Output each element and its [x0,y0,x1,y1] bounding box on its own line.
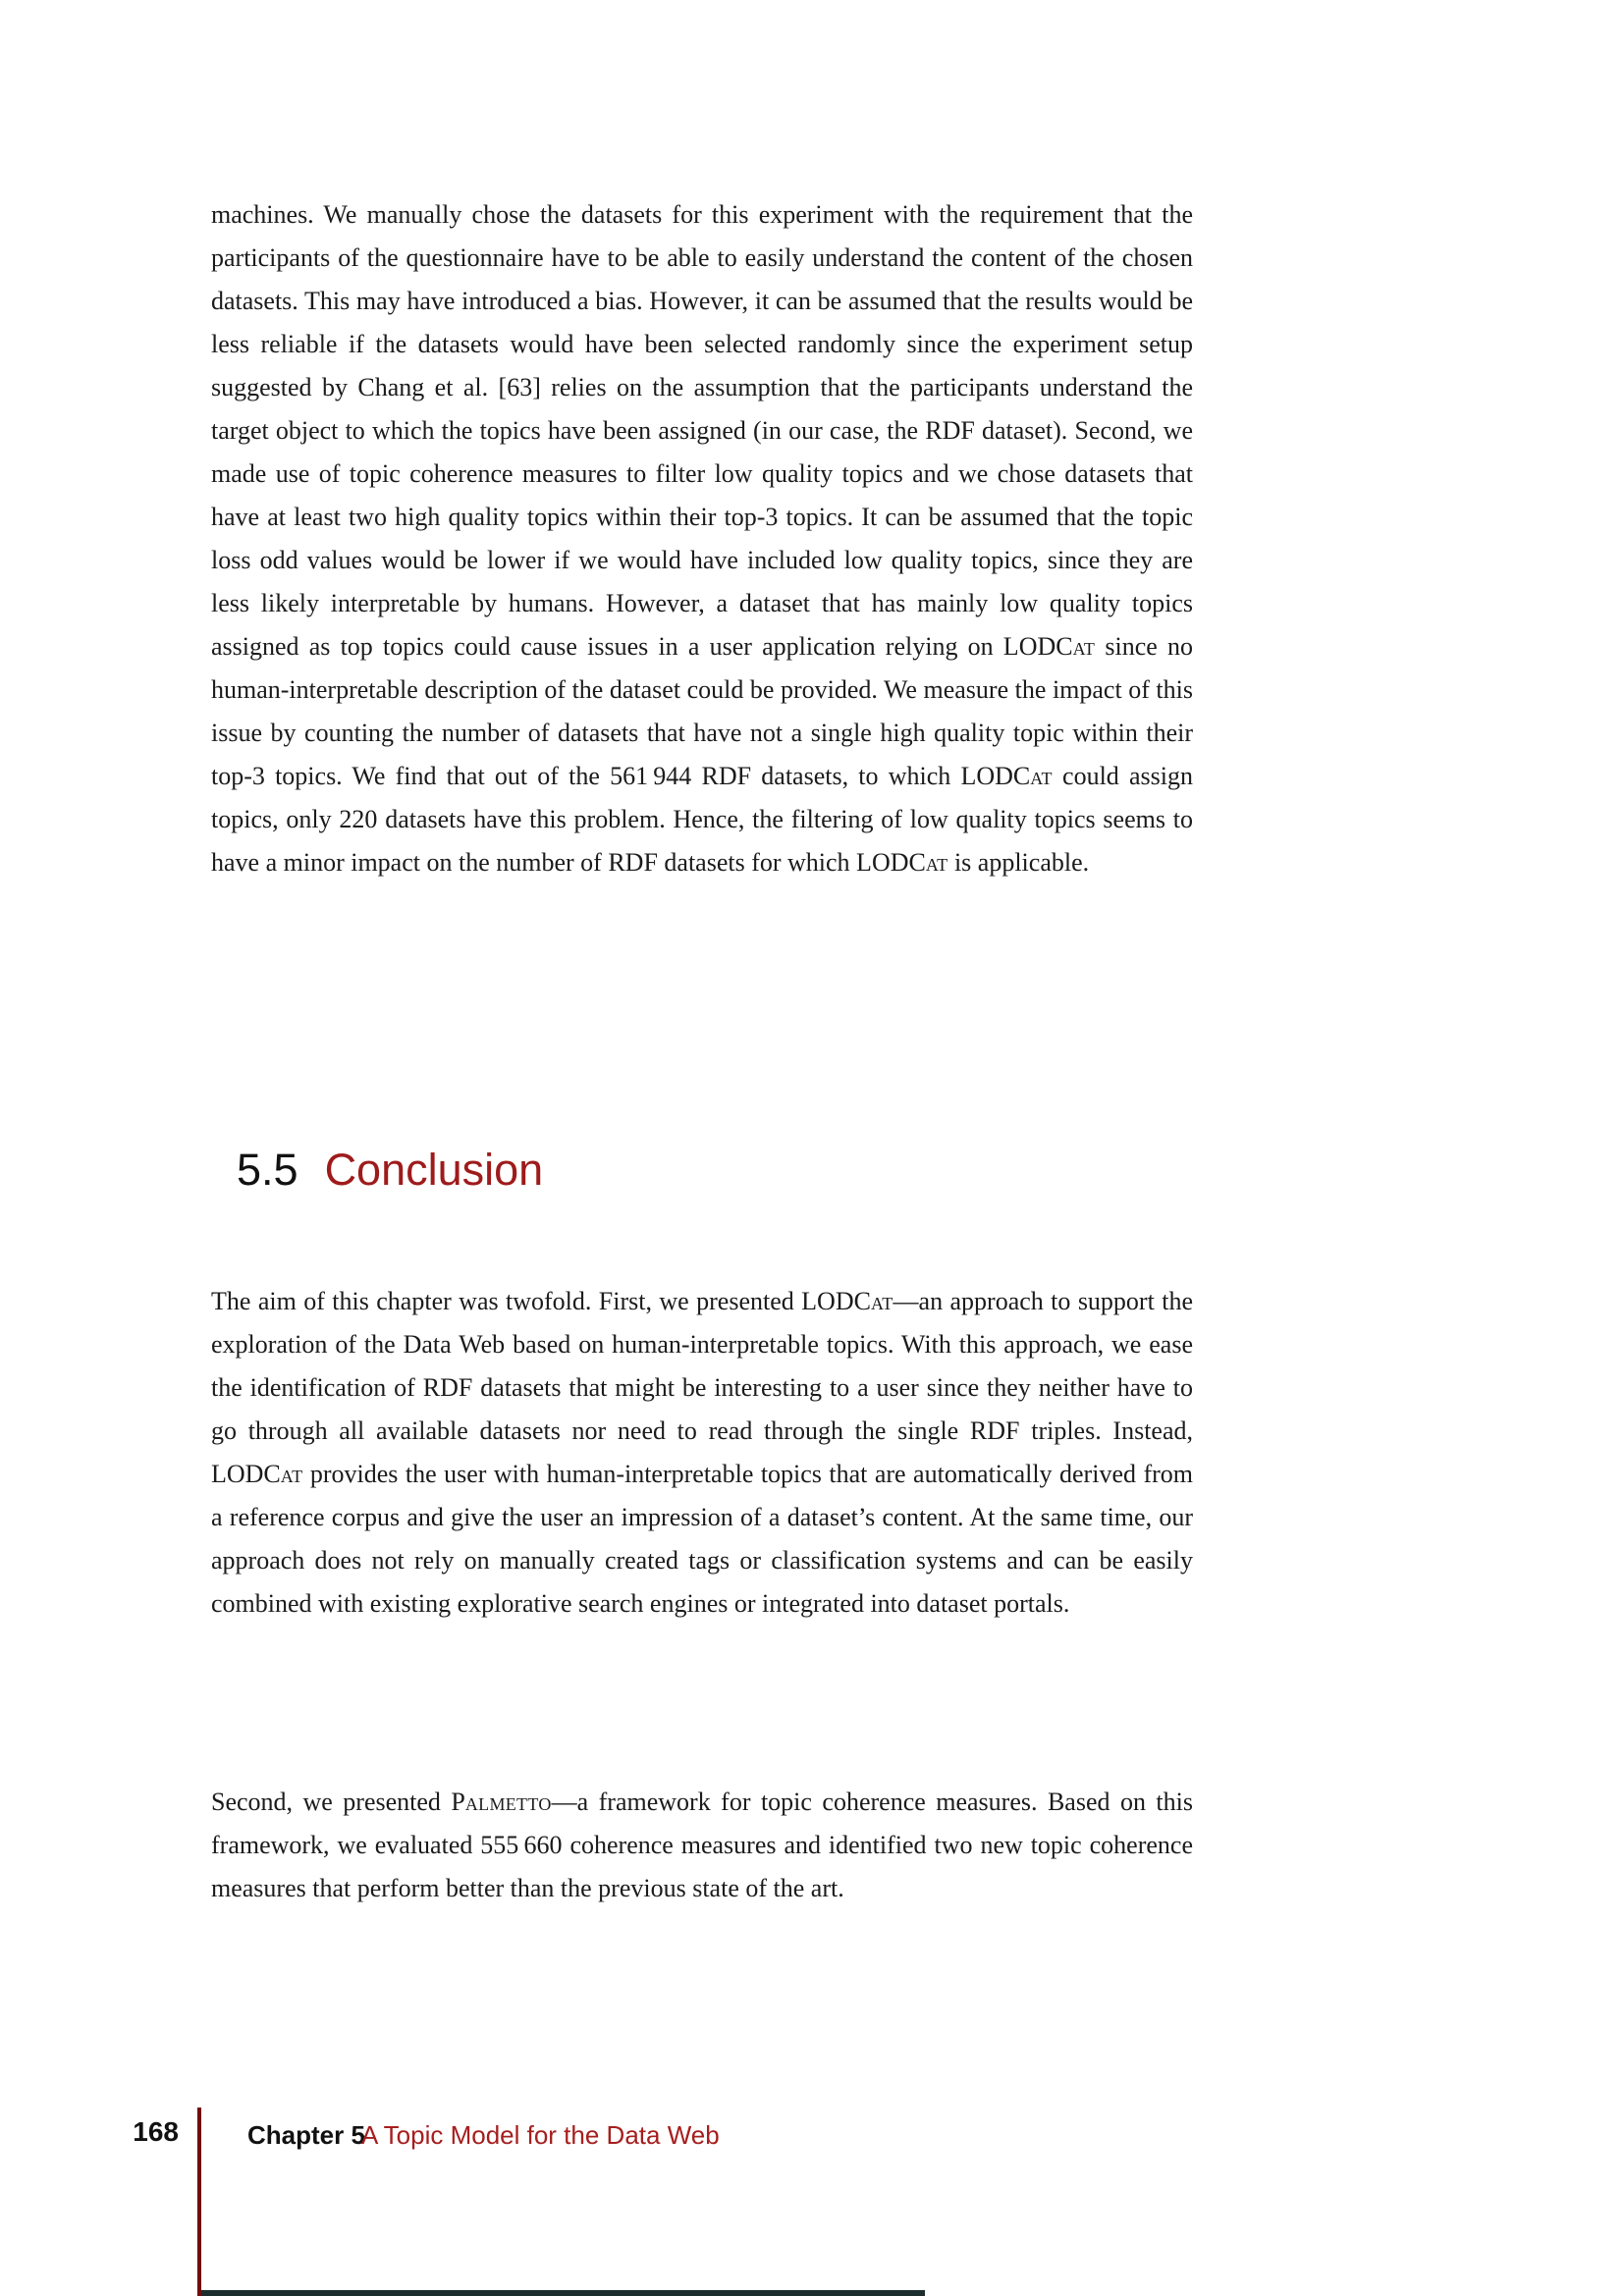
paragraph-conclusion-first: The aim of this chapter was twofold. First, we presented LODCat—an approach to support the exploration of the Data Web based on human-interpretable topics. With this approach, we ease the identification of RDF datasets that might be interesting to a user since they neither have to go through all available datasets nor need to read through the single RDF triples. Instead, LODCat provides the user with human-interpretable topics that are automatically derived from a reference corpus and give the user an impression of a dataset’s content. At the same time, our approach does not rely on manually created tags or classification systems and can be easily combined with existing explorative search engines or integrated into dataset portals. [211,1287,1193,1618]
footer-vertical-rule [197,2108,201,2296]
paragraph-experiment-discussion: machines. We manually chose the datasets for this experiment with the requirement that the participants of the questionnaire have to be able to easily understand the content of the chosen datasets. This may have introduced a bias. However, it can be assumed that the results would be less reliable if the datasets would have been selected randomly since the experiment setup suggested by Chang et al. [63] relies on the assumption that the participants understand the target object to which the topics have been assigned (in our case, the RDF dataset). Second, we made use of topic coherence measures to filter low quality topics and we chose datasets that have at least two high quality topics within their top-3 topics. It can be assumed that the topic loss odd values would be lower if we would have included low quality topics, since they are less likely interpretable by humans. However, a dataset that has mainly low quality topics assigned as top topics could cause issues in a user application relying on LODCat since no human-interpretable description of the dataset could be provided. We measure the impact of this issue by counting the number of datasets that have not a single high quality topic within their top-3 topics. We find that out of the 561 944 RDF datasets, to which LODCat could assign topics, only 220 datasets have this problem. Hence, the filtering of low quality topics seems to have a minor impact on the number of RDF datasets for which LODCat is applicable. [211,200,1193,877]
footer-chapter-label: Chapter 5 [247,2120,365,2150]
footer-chapter-title: A Topic Model for the Data Web [361,2120,720,2150]
page-number: 168 [133,2116,179,2147]
section-number: 5.5 [237,1145,298,1195]
paragraph-conclusion-second: Second, we presented Palmetto—a framework for topic coherence measures. Based on this framework, we evaluated 555 660 coherence measures and identified two new topic coherence measures that perform better than the previous state of the art. [211,1788,1193,1902]
section-heading [237,1145,543,1196]
next-page-edge-sliver [201,2290,925,2296]
section-title: Conclusion [324,1145,544,1195]
